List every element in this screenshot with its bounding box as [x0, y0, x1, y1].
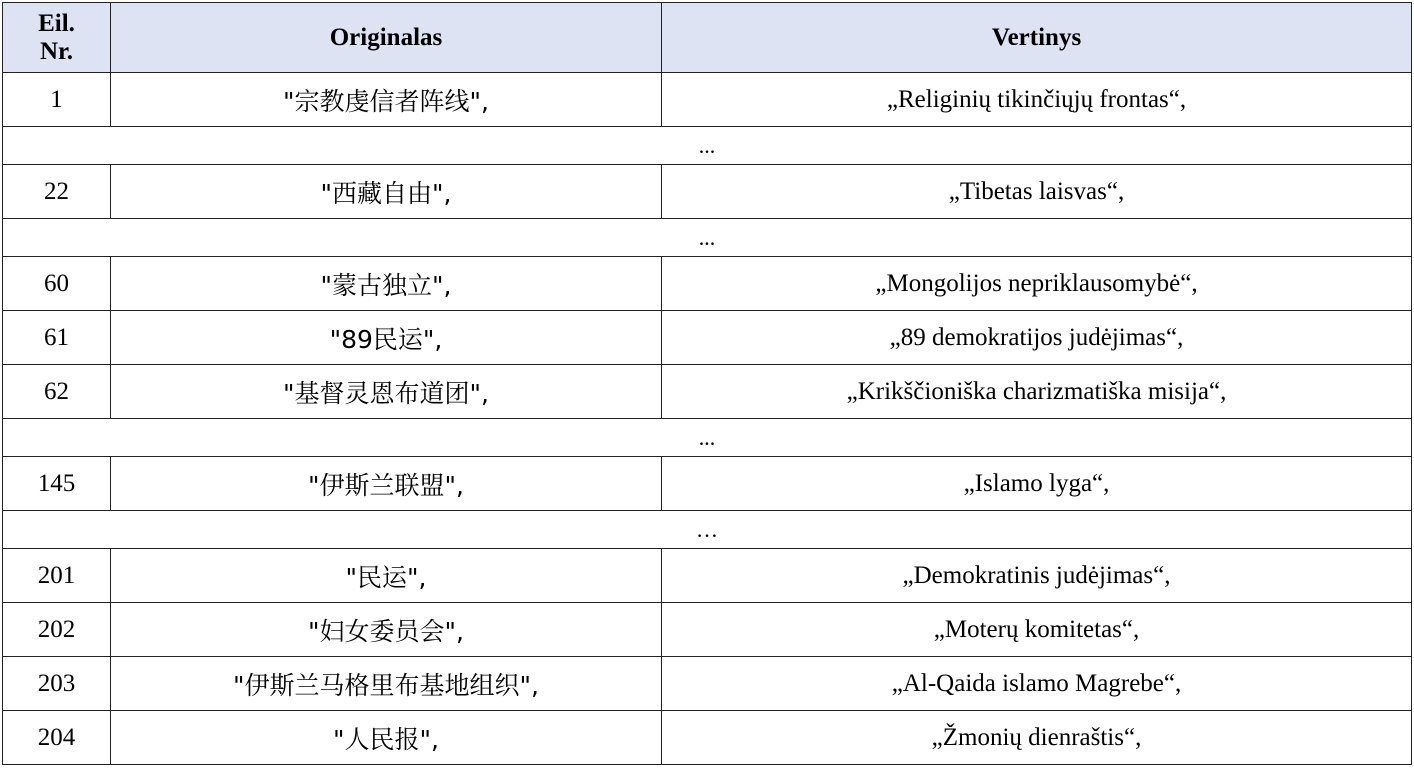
table-row [3, 603, 1412, 657]
original-cell: "妇女委员会", [111, 603, 662, 657]
table-body [3, 73, 1412, 765]
translation-cell: „89 demokratijos judėjimas“, [662, 311, 1412, 365]
row-number-cell: 202 [3, 603, 111, 657]
row-number-cell: 145 [3, 457, 111, 511]
table-row [3, 457, 1412, 511]
original-cell: "西藏自由", [111, 165, 662, 219]
translation-table [2, 2, 1412, 765]
row-number-cell: 61 [3, 311, 111, 365]
ellipsis-row [3, 219, 1412, 257]
row-number-cell: 60 [3, 257, 111, 311]
translation-cell: „Religinių tikinčiųjų frontas“, [662, 73, 1412, 127]
table-row [3, 549, 1412, 603]
table-row [3, 657, 1412, 711]
translation-table-container [2, 2, 1411, 765]
ellipsis-row [3, 419, 1412, 457]
table-row [3, 257, 1412, 311]
original-cell: "民运", [111, 549, 662, 603]
translation-cell: „Mongolijos nepriklausomybė“, [662, 257, 1412, 311]
translation-cell: „Islamo lyga“, [662, 457, 1412, 511]
original-cell: "人民报", [111, 711, 662, 765]
original-cell: "伊斯兰马格里布基地组织", [111, 657, 662, 711]
header-translation: Vertinys [662, 3, 1412, 73]
translation-cell: „Krikščioniška charizmatiška misija“, [662, 365, 1412, 419]
table-row [3, 73, 1412, 127]
header-row [3, 3, 1412, 73]
table-header [3, 3, 1412, 73]
row-number-cell: 203 [3, 657, 111, 711]
row-number-cell: 201 [3, 549, 111, 603]
translation-cell: „Demokratinis judėjimas“, [662, 549, 1412, 603]
original-cell: "伊斯兰联盟", [111, 457, 662, 511]
table-row [3, 711, 1412, 765]
translation-cell: „Tibetas laisvas“, [662, 165, 1412, 219]
original-cell: "89民运", [111, 311, 662, 365]
table-row [3, 365, 1412, 419]
ellipsis-cell: ... [3, 127, 1412, 165]
translation-cell: „Al-Qaida islamo Magrebe“, [662, 657, 1412, 711]
ellipsis-cell: ... [3, 419, 1412, 457]
translation-cell: „Žmonių dienraštis“, [662, 711, 1412, 765]
table-row [3, 311, 1412, 365]
header-row-number-line1: Eil. [38, 9, 75, 37]
row-number-cell: 62 [3, 365, 111, 419]
table-row [3, 165, 1412, 219]
original-cell: "宗教虔信者阵线", [111, 73, 662, 127]
ellipsis-row [3, 511, 1412, 549]
row-number-cell: 22 [3, 165, 111, 219]
ellipsis-row [3, 127, 1412, 165]
row-number-cell: 204 [3, 711, 111, 765]
ellipsis-cell: … [3, 511, 1412, 549]
row-number-cell: 1 [3, 73, 111, 127]
ellipsis-cell: ... [3, 219, 1412, 257]
translation-cell: „Moterų komitetas“, [662, 603, 1412, 657]
header-original: Originalas [111, 3, 662, 73]
header-row-number-line2: Nr. [39, 37, 74, 65]
original-cell: "基督灵恩布道团", [111, 365, 662, 419]
header-row-number [3, 3, 111, 73]
original-cell: "蒙古独立", [111, 257, 662, 311]
